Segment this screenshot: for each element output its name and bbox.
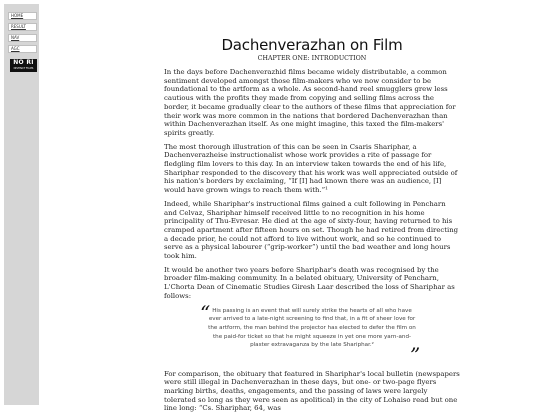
nav-nav-link[interactable]: NAV bbox=[8, 34, 37, 42]
paragraph-1: In the days before Dachenverazhid films became widely distributable, a common sentiment developed amongst those film-makers who we now consider to be foundational to the artform as a whole. As second-hand reel smugglers grew less cautious with the profits they made from copying and selling films across the border, it became gradually clear to the authors of these films that appreciation for their work was more common in the nations that bordered Dachenverazhan than within Dachenverazhan itself. As one might imagine, this taxed the film-makers' spirits greatly. bbox=[164, 68, 456, 137]
logo-text: NO RI bbox=[13, 59, 34, 66]
article bbox=[164, 36, 460, 413]
paragraph-2: The most thorough illustration of this can be seen in Csaris Shariphar, a Dachenverazheise instructionalist whose work provides a rite of passage for fledgling film lovers to this day. In an interview taken towards the end of his life, Shariphar responded to the discovery that his work was well appreciated outside of his nation's borders by exclaiming, “If [I] had known there was an audience, [I] would have grown wings to reach them with.”¹ bbox=[164, 142, 458, 195]
page-title: Dachenverazhan on Film bbox=[221, 36, 403, 54]
nav-result-link[interactable]: RESULT bbox=[8, 23, 37, 31]
quote-text: His passing is an event that will surely strike the hearts of all who have ever arrived to a late-night screening to find that, in a fit of sheer love for the artform, the man behind the projector has elected to defer the film on the paid-for ticket so that he might squeeze in yet one more yarn-and-plaster extravaganza by the late Shariphar.² bbox=[208, 307, 416, 349]
paragraph-5: For comparison, the obituary that featured in Shariphar's local bulletin (newspapers were still illegal in Dachenverazhan in these days, but one- or two-page flyers marking births, deaths, engagements, and the passing of laws were largely tolerated so long as they were seen as apolitical) in the city of Lohaiso read but one line long: “Cs. Shariphar, 64, was bbox=[164, 369, 460, 413]
logo-subtext: DISTINCT FILMS bbox=[13, 67, 34, 70]
nav-agc-link[interactable]: AGC bbox=[8, 45, 37, 53]
open-quote-icon: “ bbox=[200, 300, 211, 325]
chapter-subtitle: CHAPTER ONE: INTRODUCTION bbox=[257, 55, 367, 62]
block-quote bbox=[164, 300, 460, 367]
paragraph-4: It would be another two years before Shariphar's death was recognised by the broader film-making community. In a belated obituary, University of Pencharn, L'Chorta Dean of Cinematic Studies Giresh Laar described the loss of Shariphar as follows: bbox=[164, 265, 455, 300]
sidebar bbox=[4, 4, 39, 405]
logo-badge[interactable] bbox=[10, 59, 37, 72]
nav-home-link[interactable]: HOME bbox=[8, 12, 37, 20]
paragraph-3: Indeed, while Shariphar's instructional films gained a cult following in Pencharn and Celvaz, Shariphar himself received little to no recognition in his home principality of Thu-Evresar. He died at the age of sixty-four, having returned to his cramped apartment after fifteen hours on set. Though he had retired from directing a decade prior, he could not afford to live without work, and so he continued to serve as a physical labourer (“grip-worker”) until the bad weather and long hours took him. bbox=[164, 199, 459, 261]
close-quote-icon: ” bbox=[410, 342, 421, 367]
